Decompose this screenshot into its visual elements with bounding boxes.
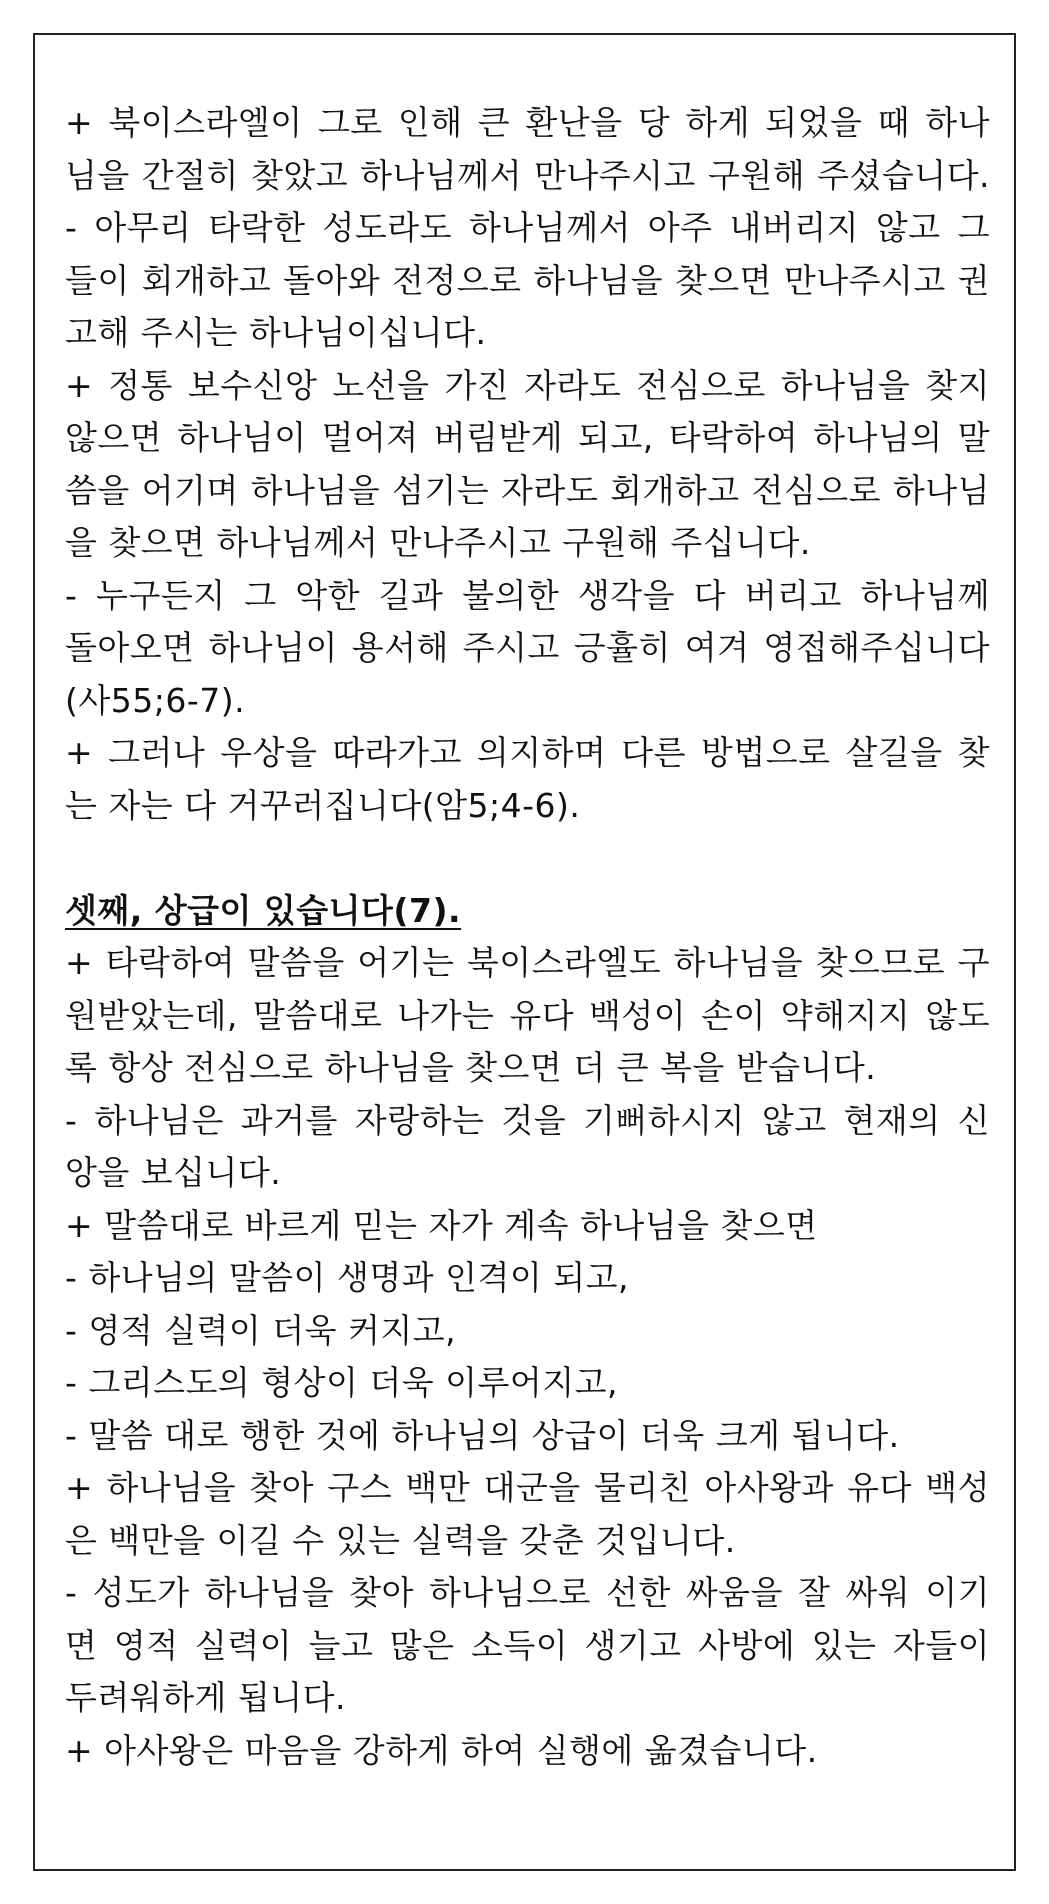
section-heading-text: 셋째, 상급이 있습니다(7). xyxy=(65,890,462,930)
document-body xyxy=(65,97,990,1777)
text-line-29: - 성도가 하나님을 찾아 하나님으로 선한 싸움을 잘 싸워 이기 xyxy=(65,1573,990,1612)
text-line-23: - 하나님의 말씀이 생명과 인격이 되고, xyxy=(65,1258,630,1297)
document-frame xyxy=(33,33,1016,1871)
text-line-32: + 아사왕은 마음을 강하게 하여 실행에 옮겼습니다. xyxy=(65,1730,818,1770)
text-line-20: - 하나님은 과거를 자랑하는 것을 기뻐하시지 않고 현재의 신 xyxy=(65,1100,990,1140)
text-line-2: 님을 간절히 찾았고 하나님께서 만나주시고 구원해 주셨습니다. xyxy=(65,155,990,195)
text-line-8: 씀을 어기며 하나님을 섬기는 자라도 회개하고 전심으로 하나님 xyxy=(65,470,990,510)
text-line-6: + 정통 보수신앙 노선을 가진 자라도 전심으로 하나님을 찾지 xyxy=(65,365,990,405)
text-line-25: - 그리스도의 형상이 더욱 이루어지고, xyxy=(65,1363,619,1402)
text-line-22: + 말씀대로 바르게 믿는 자가 계속 하나님을 찾으면 xyxy=(65,1205,818,1245)
text-line-18: 원받았는데, 말씀대로 나가는 유다 백성이 손이 약해지지 않도 xyxy=(65,995,990,1035)
text-line-1: + 북이스라엘이 그로 인해 큰 환난을 당 하게 되었을 때 하나 xyxy=(65,103,990,142)
blank-line xyxy=(65,832,990,885)
section-heading xyxy=(65,885,990,938)
text-line-19: 록 항상 전심으로 하나님을 찾으면 더 큰 복을 받습니다. xyxy=(65,1048,877,1087)
text-line-21: 앙을 보십니다. xyxy=(65,1153,282,1192)
text-line-17: + 타락하여 말씀을 어기는 북이스라엘도 하나님을 찾으므로 구 xyxy=(65,943,990,982)
text-line-27: + 하나님을 찾아 구스 백만 대군을 물리친 아사왕과 유다 백성 xyxy=(65,1468,990,1507)
text-line-30: 면 영적 실력이 늘고 많은 소득이 생기고 사방에 있는 자들이 xyxy=(65,1625,990,1665)
text-line-13: + 그러나 우상을 따라가고 의지하며 다른 방법으로 살길을 찾 xyxy=(65,733,990,772)
text-line-3: - 아무리 타락한 성도라도 하나님께서 아주 내버리지 않고 그 xyxy=(65,208,990,247)
text-line-11: 돌아오면 하나님이 용서해 주시고 긍휼히 여겨 영접해주십니다 xyxy=(65,628,990,667)
text-line-7: 않으면 하나님이 멀어져 버림받게 되고, 타락하여 하나님의 말 xyxy=(65,418,990,457)
text-line-31: 두려워하게 됩니다. xyxy=(65,1678,347,1717)
text-line-4: 들이 회개하고 돌아와 전정으로 하나님을 찾으면 만나주시고 권 xyxy=(65,260,990,300)
text-line-12: (사55;6-7). xyxy=(65,680,246,720)
text-line-26: - 말씀 대로 행한 것에 하나님의 상급이 더욱 크게 됩니다. xyxy=(65,1415,900,1455)
text-line-5: 고해 주시는 하나님이십니다. xyxy=(65,313,487,352)
text-line-24: - 영적 실력이 더욱 커지고, xyxy=(65,1310,457,1350)
text-line-14: 는 자는 다 거꾸러집니다(암5;4-6). xyxy=(65,785,581,825)
text-line-28: 은 백만을 이길 수 있는 실력을 갖춘 것입니다. xyxy=(65,1520,736,1560)
text-line-10: - 누구든지 그 악한 길과 불의한 생각을 다 버리고 하나님께 xyxy=(65,575,990,615)
text-line-9: 을 찾으면 하나님께서 만나주시고 구원해 주십니다. xyxy=(65,523,811,562)
